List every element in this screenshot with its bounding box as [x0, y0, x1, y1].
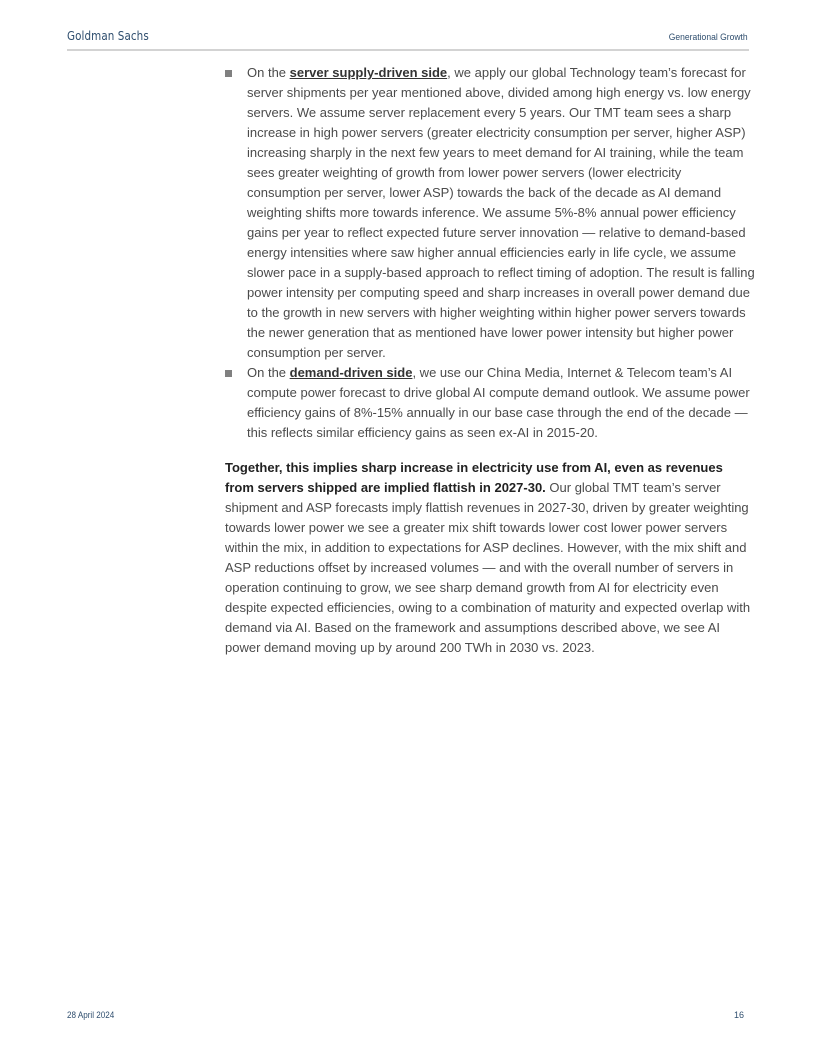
bullet-text: , we apply our global Technology team’s forecast for server shipments per year mentioned above, divided among high energy vs. low energy servers. We assume server replacement every 5 years. Our TMT team sees a sharp increase in high power servers (greater electricity consumption per server, higher ASP) increasing sharply in the next few years to meet demand for AI training, while the team sees greater weighting of growth from lower power servers (lower electricity consumption per server, lower ASP) towards the back of the decade as AI demand weighting shifts more towards inference. We assume 5%-8% annual power efficiency gains per year to reflect expected future server innovation — relative to demand-based energy intensities where saw higher annual efficiencies early in life cycle, we assume slower pace in a supply-based approach to reflect timing of adoption. The result is falling power intensity per computing speed and sharp increases in overall power demand due to the growth in new servers with higher weighting within higher power servers towards the newer generation that as mentioned have lower power intensity but higher power consumption per server. — [247, 65, 755, 360]
bullet-text: , we use our China Media, Internet & Telecom team’s AI compute power forecast to drive global AI compute demand outlook. We assume power efficiency gains of 8%-15% annually in our base case through the end of the decade — this reflects similar efficiency gains as seen ex-AI in 2015-20. — [247, 365, 750, 440]
bullet-lead: server supply-driven side — [289, 65, 448, 80]
square-bullet-icon — [225, 70, 232, 77]
header-divider — [67, 49, 749, 51]
publication-date: 28 April 2024 — [67, 1010, 115, 1020]
paragraph-text: Our global TMT team’s server shipment and ASP forecasts imply flattish revenues in 2027-30, driven by greater weighting towards lower power we see a greater mix shift towards lower cost lower power servers within the mix, in addition to expectations for ASP declines. However, with the mix shift and ASP reductions offset by increased volumes — and with the overall number of servers in operation continuing to grow, we see sharp demand growth from AI for electricity even despite expected efficiencies, owing to a combination of maturity and expected overlap with demand via AI. Based on the framework and assumptions described above, we see AI power demand moving up by around 200 TWh in 2030 vs. 2023. — [225, 480, 751, 655]
bullet-prefix: On the — [247, 65, 290, 80]
paragraph-lead: Together, this implies sharp increase in electricity use from AI, even as revenues from servers shipped are implied flattish in 2027-30. — [225, 460, 723, 495]
bullet-demand-side — [225, 363, 755, 443]
square-bullet-icon — [225, 370, 232, 377]
summary-paragraph — [225, 458, 755, 658]
bullet-supply-side — [225, 63, 755, 363]
page-number: 16 — [733, 1010, 744, 1020]
bullet-lead: demand-driven side — [289, 365, 413, 380]
bullet-prefix: On the — [247, 365, 290, 380]
body-content — [225, 63, 755, 658]
report-title: Generational Growth — [669, 32, 748, 43]
brand-name: Goldman Sachs — [67, 28, 149, 43]
